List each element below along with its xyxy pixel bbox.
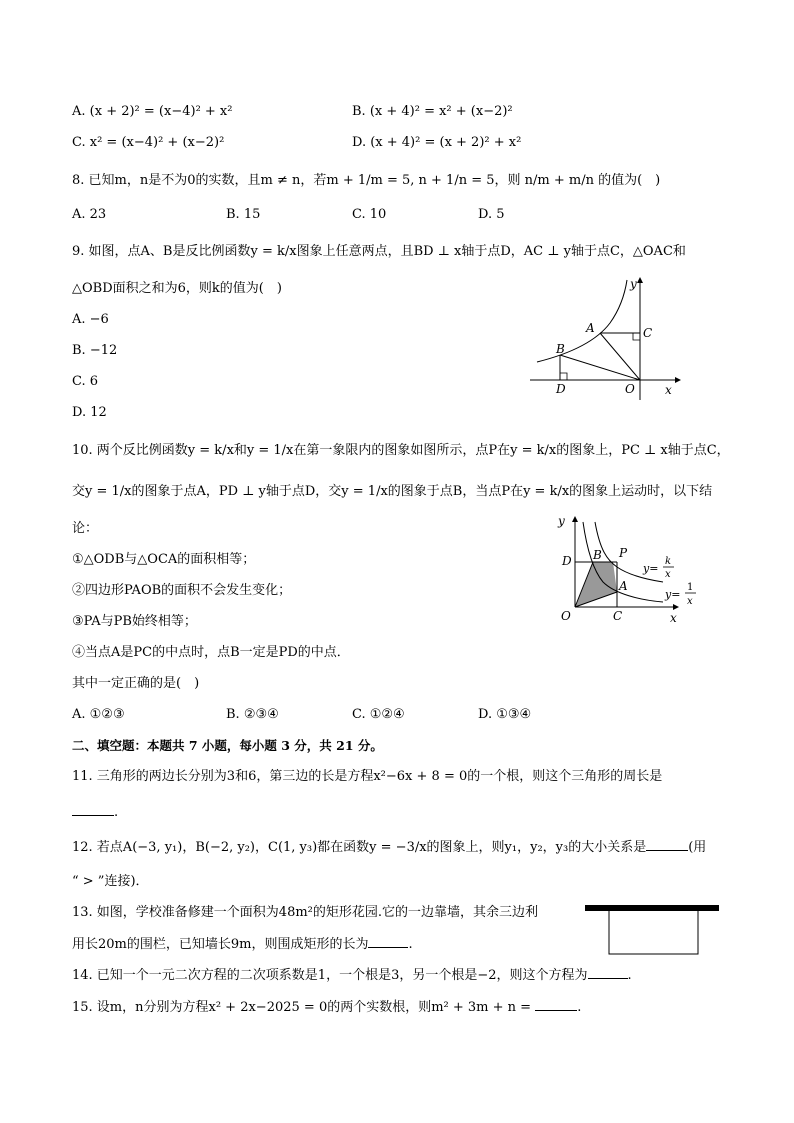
q8-option-c: C. 10: [352, 207, 387, 222]
q13-figure: [585, 902, 720, 957]
q12-line2: “ > ”连接)．: [72, 874, 149, 889]
q11-line2: .: [72, 803, 118, 822]
q7-option-d: D. (x + 4)² = (x + 2)² + x²: [352, 135, 522, 150]
q10-option-a: A. ①②③: [72, 707, 125, 722]
q9-label-a: A: [586, 321, 595, 335]
q9-label-b: B: [556, 342, 565, 356]
q10-label-p: P: [619, 546, 628, 560]
q10-stem-line2: 交y = 1/x的图象于点A，PD ⊥ y轴于点D，交y = 1/x的图象于点B，当点P在y = k/x的图象上运动时，以下结: [72, 484, 713, 499]
q9-stem-line1: 9. 如图，点A、B是反比例函数y = k/x图象上任意两点，且BD ⊥ x轴于点D，AC ⊥ y轴于点C，△OAC和: [72, 244, 686, 259]
q14-answer-blank[interactable]: [588, 966, 628, 979]
q7-option-b: B. (x + 4)² = x² + (x−2)²: [352, 104, 513, 119]
q9-label-o: O: [625, 382, 635, 396]
q9-x-arrow-icon: [675, 377, 681, 383]
q8-option-a: A. 23: [72, 207, 107, 222]
q10-label-o: O: [561, 609, 571, 623]
q9-option-d: D. 12: [72, 405, 107, 420]
q12-answer-blank[interactable]: [646, 838, 688, 851]
q10-label-y1-eq: y=: [665, 588, 681, 601]
q10-option-b: B. ②③④: [226, 707, 279, 722]
q10-label-y1-den: x: [687, 596, 693, 607]
q9-figure: [525, 275, 685, 405]
section2-heading: 二、填空题：本题共 7 小题，每小题 3 分，共 21 分。: [72, 738, 383, 753]
q10-statement-2: ②四边形PAOB的面积不会发生变化；: [72, 583, 292, 598]
q9-label-d: D: [556, 382, 566, 396]
q8-option-d: D. 5: [478, 207, 505, 222]
q10-option-c: C. ①②④: [352, 707, 405, 722]
q9-y-arrow-icon: [637, 277, 643, 283]
q10-label-x: x: [670, 611, 677, 625]
q10-figure: [555, 510, 705, 635]
q7-option-c: C. x² = (x−4)² + (x−2)²: [72, 135, 225, 150]
q9-option-b: B. −12: [72, 343, 118, 358]
q13-answer-blank[interactable]: [368, 935, 408, 948]
q9-label-x: x: [665, 383, 672, 397]
q10-statement-1: ①△ODB与△OCA的面积相等；: [72, 552, 256, 567]
q10-stem-line1: 10. 两个反比例函数y = k/x和y = 1/x在第一象限内的图象如图所示，点P在y = k/x的图象上，PC ⊥ x轴于点C，: [72, 443, 730, 458]
q10-statement-4: ④当点A是PC的中点时，点B一定是PD的中点．: [72, 645, 350, 660]
q10-label-b: B: [593, 548, 602, 562]
q10-stem-line3: 论：: [72, 521, 99, 536]
q15-line: 15. 设m，n分别为方程x² + 2x−2025 = 0的两个实数根，则m² + 3m + n = .: [72, 1000, 582, 1015]
q10-label-yk-num: k: [665, 556, 672, 567]
q9-right-angle-d: [560, 373, 567, 380]
q15-answer-blank[interactable]: [535, 998, 577, 1011]
q9-stem-line2: △OBD面积之和为6，则k的值为( ): [72, 281, 282, 296]
q13-line2: 用长20m的围栏，已知墙长9m，则围成矩形的长为 .: [72, 937, 413, 952]
q10-x-arrow-icon: [673, 604, 679, 610]
q10-ask: 其中一定正确的是( ): [72, 676, 200, 691]
q9-label-y: y: [630, 277, 637, 291]
q10-option-d: D. ①③④: [478, 707, 532, 722]
q10-label-y: y: [558, 514, 565, 528]
q11-answer-blank[interactable]: [72, 803, 114, 816]
q12-line1: 12. 若点A(−3, y₁)，B(−2, y₂)，C(1, y₃)都在函数y = −3/x的图象上，则y₁，y₂，y₃的大小关系是 (用: [72, 840, 707, 855]
q10-y-arrow-icon: [572, 516, 578, 522]
q9-segment-bo: [560, 355, 640, 380]
q9-hyperbola: [537, 280, 627, 362]
q8-stem: 8. 已知m，n是不为0的实数，且m ≠ n，若m + 1/m = 5, n + 1/n = 5，则 n/m + m/n 的值为( ): [72, 173, 661, 188]
q8-option-b: B. 15: [226, 207, 261, 222]
q13-line1: 13. 如图，学校准备修建一个面积为48m²的矩形花园.它的一边靠墙，其余三边利: [72, 905, 539, 920]
q10-label-yk-den: x: [665, 569, 671, 580]
q13-wall: [585, 905, 719, 911]
q11-line1: 11. 三角形的两边长分别为3和6，第三边的长是方程x²−6x + 8 = 0的一个根，则这个三角形的周长是: [72, 769, 663, 784]
q14-line: 14. 已知一个一元二次方程的二次项系数是1，一个根是3，另一个根是−2，则这个方程为 .: [72, 968, 632, 983]
q13-fence: [609, 911, 698, 954]
q9-option-a: A. −6: [72, 312, 109, 327]
q7-option-a: A. (x + 2)² = (x−4)² + x²: [72, 104, 233, 119]
q9-option-c: C. 6: [72, 374, 99, 389]
q10-label-yk-eq: y=: [643, 562, 659, 575]
q9-label-c: C: [643, 326, 653, 340]
q10-shaded-region: [575, 562, 617, 607]
q10-statement-3: ③PA与PB始终相等；: [72, 614, 197, 629]
q10-label-d: D: [562, 554, 572, 568]
q10-label-a: A: [619, 579, 628, 593]
q10-label-c: C: [613, 609, 623, 623]
q9-right-angle-c: [633, 333, 640, 340]
q10-label-y1-num: 1: [687, 582, 694, 593]
